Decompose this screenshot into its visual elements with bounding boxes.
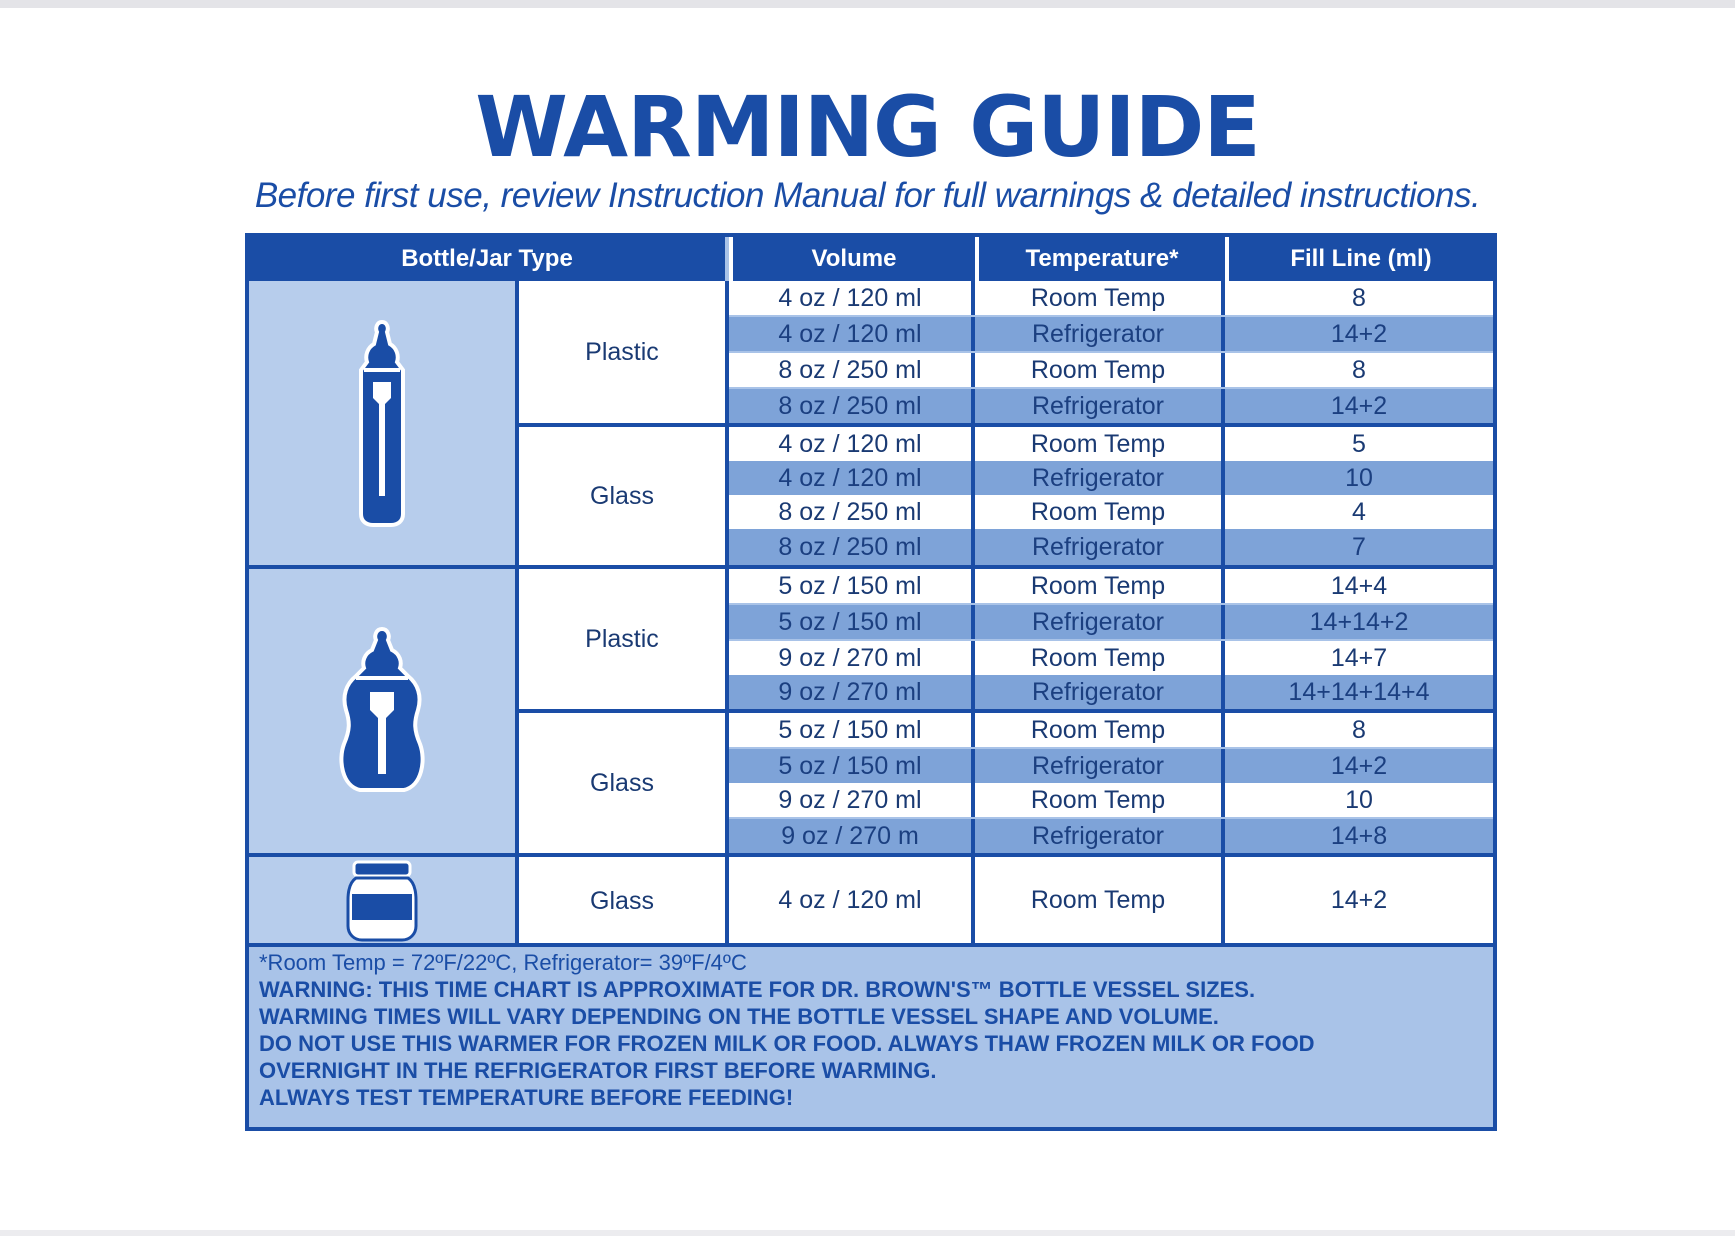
volume-cell: 9 oz / 270 ml [729, 641, 975, 675]
table-row [729, 317, 1493, 351]
temperature-cell: Room Temp [975, 353, 1225, 387]
material-cell: Plastic [519, 569, 729, 709]
volume-cell: 8 oz / 250 ml [729, 353, 975, 387]
fill-line-cell: 14+2 [1225, 857, 1493, 943]
table-row [729, 495, 1493, 529]
volume-cell: 5 oz / 150 ml [729, 569, 975, 603]
header-type: Bottle/Jar Type [249, 237, 725, 281]
temperature-cell: Room Temp [975, 641, 1225, 675]
warning-line: DO NOT USE THIS WARMER FOR FROZEN MILK OR FOOD. ALWAYS THAW FROZEN MILK OR FOOD [259, 1031, 1315, 1056]
fill-line-cell: 8 [1225, 281, 1493, 315]
table-row [729, 353, 1493, 387]
table-row [729, 713, 1493, 747]
fill-line-cell: 10 [1225, 461, 1493, 495]
table-row [729, 819, 1493, 853]
fill-line-cell: 14+14+2 [1225, 605, 1493, 639]
temperature-cell: Refrigerator [975, 819, 1225, 853]
material-cell: Glass [519, 857, 729, 945]
fill-line-cell: 14+2 [1225, 749, 1493, 783]
fill-line-cell: 4 [1225, 495, 1493, 529]
volume-cell: 9 oz / 270 ml [729, 783, 975, 817]
warning-line: WARMING TIMES WILL VARY DEPENDING ON THE BOTTLE VESSEL SHAPE AND VOLUME. [259, 1004, 1219, 1029]
table-row [729, 749, 1493, 783]
table-row [729, 675, 1493, 709]
wide-bottle-cell [249, 569, 519, 853]
header-fill-line: Fill Line (ml) [1225, 237, 1493, 281]
table-row [729, 857, 1493, 943]
temperature-cell: Refrigerator [975, 317, 1225, 351]
temperature-cell: Refrigerator [975, 749, 1225, 783]
fill-line-cell: 8 [1225, 353, 1493, 387]
baby-food-jar-icon [346, 860, 418, 942]
fill-line-cell: 14+7 [1225, 641, 1493, 675]
material-cell: Glass [519, 427, 729, 565]
volume-cell: 8 oz / 250 ml [729, 495, 975, 529]
divider [249, 943, 1493, 947]
volume-cell: 4 oz / 120 ml [729, 857, 975, 943]
volume-cell: 4 oz / 120 ml [729, 461, 975, 495]
volume-cell: 9 oz / 270 m [729, 819, 975, 853]
header-volume: Volume [729, 237, 975, 281]
jar-cell [249, 857, 519, 945]
temperature-cell: Refrigerator [975, 389, 1225, 423]
page-title: WARMING GUIDE [475, 78, 1260, 176]
bottom-edge [0, 1230, 1735, 1236]
warming-guide-table [245, 233, 1497, 1131]
table-row [729, 461, 1493, 495]
fill-line-cell: 7 [1225, 529, 1493, 565]
volume-cell: 8 oz / 250 ml [729, 529, 975, 565]
temperature-cell: Room Temp [975, 783, 1225, 817]
table-row [729, 529, 1493, 565]
volume-cell: 5 oz / 150 ml [729, 749, 975, 783]
volume-cell: 5 oz / 150 ml [729, 713, 975, 747]
fill-line-cell: 14+14+14+4 [1225, 675, 1493, 709]
fill-line-cell: 8 [1225, 713, 1493, 747]
table-row [729, 569, 1493, 603]
page-subtitle: Before first use, review Instruction Manual for full warnings & detailed instructions. [254, 176, 1481, 215]
fill-line-cell: 10 [1225, 783, 1493, 817]
temperature-cell: Room Temp [975, 495, 1225, 529]
volume-cell: 4 oz / 120 ml [729, 281, 975, 315]
temperature-cell: Refrigerator [975, 675, 1225, 709]
volume-cell: 4 oz / 120 ml [729, 317, 975, 351]
warning-line: ALWAYS TEST TEMPERATURE BEFORE FEEDING! [259, 1085, 794, 1110]
table-row [729, 783, 1493, 817]
volume-cell: 9 oz / 270 ml [729, 675, 975, 709]
temperature-cell: Refrigerator [975, 605, 1225, 639]
warning-line: OVERNIGHT IN THE REFRIGERATOR FIRST BEFORE WARMING. [259, 1058, 937, 1083]
fill-line-cell: 14+4 [1225, 569, 1493, 603]
table-row [729, 605, 1493, 639]
volume-cell: 8 oz / 250 ml [729, 389, 975, 423]
narrow-bottle-icon [347, 318, 417, 528]
temperature-footnote: *Room Temp = 72ºF/22ºC, Refrigerator= 39ºF/4ºC [259, 950, 747, 975]
temperature-cell: Room Temp [975, 281, 1225, 315]
temperature-cell: Room Temp [975, 857, 1225, 943]
wide-bottle-icon [332, 626, 432, 796]
fill-line-cell: 14+2 [1225, 389, 1493, 423]
fill-line-cell: 14+2 [1225, 317, 1493, 351]
temperature-cell: Room Temp [975, 713, 1225, 747]
top-edge [0, 0, 1735, 8]
notes-section [259, 949, 1483, 1111]
table-row [729, 641, 1493, 675]
temperature-cell: Room Temp [975, 427, 1225, 461]
table-row [729, 389, 1493, 423]
material-cell: Glass [519, 713, 729, 853]
header-temperature: Temperature* [975, 237, 1225, 281]
warning-line: WARNING: THIS TIME CHART IS APPROXIMATE FOR DR. BROWN'S™ BOTTLE VESSEL SIZES. [259, 977, 1256, 1002]
temperature-cell: Room Temp [975, 569, 1225, 603]
material-cell: Plastic [519, 281, 729, 423]
fill-line-cell: 5 [1225, 427, 1493, 461]
table-row [729, 281, 1493, 315]
volume-cell: 4 oz / 120 ml [729, 427, 975, 461]
table-row [729, 427, 1493, 461]
volume-cell: 5 oz / 150 ml [729, 605, 975, 639]
fill-line-cell: 14+8 [1225, 819, 1493, 853]
temperature-cell: Refrigerator [975, 461, 1225, 495]
narrow-bottle-cell [249, 281, 519, 565]
temperature-cell: Refrigerator [975, 529, 1225, 565]
